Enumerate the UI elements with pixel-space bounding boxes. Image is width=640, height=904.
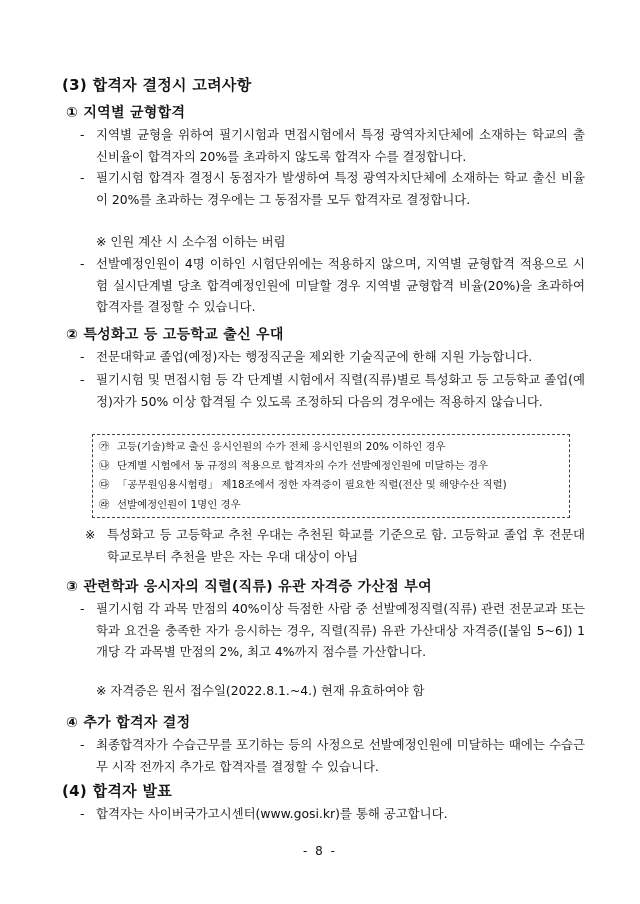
exception-item: ㉮ 고등(기술)학교 출신 응시인원의 수가 전체 응시인원의 20% 이하인 경우 xyxy=(99,441,446,453)
section-3-heading: (3) 합격자 결정시 고려사항 xyxy=(62,76,252,94)
section-4-heading: (4) 합격자 발표 xyxy=(62,782,173,800)
note: ※ 특성화고 등 고등학교 추천 우대는 추천된 학교를 기준으로 함. 고등학교 졸업 후 전문대학교로부터 추천을 받은 자는 우대 대상이 아님 xyxy=(85,527,585,564)
exceptions-box xyxy=(92,434,570,518)
list-item: - 합격자는 사이버국가고시센터(www.gosi.kr)를 통해 공고합니다. xyxy=(80,806,448,821)
exception-item: ㉱ 선발예정인원이 1명인 경우 xyxy=(99,498,241,511)
list-item: - 선발예정인원이 4명 이하인 시험단위에는 적용하지 않으며, 지역별 균형합격 적용으로 시험 실시단계별 당초 합격예정인원에 미달할 경우 지역별 균형합격 비율(20%)을 초과하여 합격자를 결정할 수 있습니다. xyxy=(80,256,585,315)
list-item: - 전문대학교 졸업(예정)자는 행정직군을 제외한 기술직군에 한해 지원 가능합니다. xyxy=(80,349,533,364)
exception-item: ㉯ 단계별 시험에서 동 규정의 적용으로 합격자의 수가 선발예정인원에 미달하는 경우 xyxy=(99,460,488,473)
list-item: - 필기시험 합격자 결정시 동점자가 발생하여 특정 광역자치단체에 소재하는 학교 출신 비율이 20%를 초과하는 경우에는 그 동점자를 모두 합격자로 결정합니다. xyxy=(80,170,585,207)
note: ※ 자격증은 원서 접수일(2022.8.1.~4.) 현재 유효하여야 함 xyxy=(96,683,425,698)
subsection-1-heading: ① 지역별 균형합격 xyxy=(66,105,186,121)
list-item: - 최종합격자가 수습근무를 포기하는 등의 사정으로 선발예정인원에 미달하는 때에는 수습근무 시작 전까지 추가로 합격자를 결정할 수 있습니다. xyxy=(80,737,585,774)
subsection-3-heading: ③ 관련학과 응시자의 직렬(직류) 유관 자격증 가산점 부여 xyxy=(66,579,432,595)
note: ※ 인원 계산 시 소수점 이하는 버림 xyxy=(96,234,286,249)
list-item: - 지역별 균형을 위하여 필기시험과 면접시험에서 특정 광역자치단체에 소재하는 학교의 출신비율이 합격자의 20%를 초과하지 않도록 합격자 수를 결정합니다. xyxy=(80,127,585,164)
exception-item: ㉰ 「공무원임용시험령」 제18조에서 정한 자격증이 필요한 직렬(전산 및 해양수산 직렬) xyxy=(99,479,507,492)
subsection-4-heading: ④ 추가 합격자 결정 xyxy=(66,715,191,731)
subsection-2-heading: ② 특성화고 등 고등학교 출신 우대 xyxy=(66,327,284,343)
list-item: - 필기시험 각 과목 만점의 40%이상 득점한 사람 중 선발예정직렬(직류) 관련 전문교과 또는 학과 요건을 충족한 자가 응시하는 경우, 직렬(직류) 유관 가산대상 자격증([붙임 5~6]) 1개당 각 과목별 만점의 2%, 최고 4%까지 점수를 가산합니다. xyxy=(80,601,585,660)
list-item: - 필기시험 및 면접시험 등 각 단계별 시험에서 직렬(직류)별로 특성화고 등 고등학교 졸업(예정)자가 50% 이상 합격될 수 있도록 조정하되 다음의 경우에는 적용하지 않습니다. xyxy=(80,372,585,409)
page-number: - 8 - xyxy=(303,844,337,858)
